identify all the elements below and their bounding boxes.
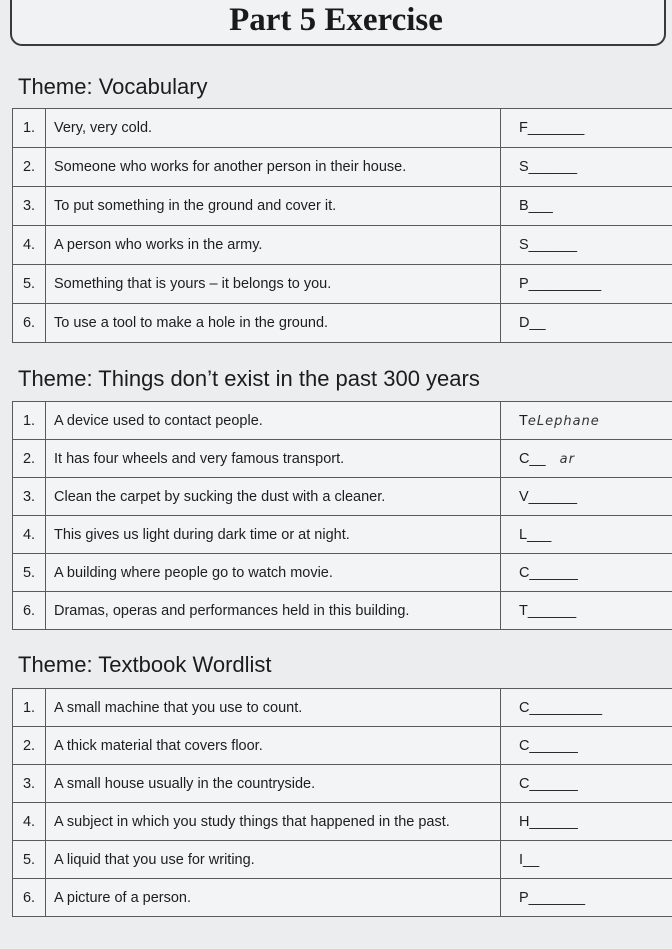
row-clue: A thick material that covers floor. (46, 727, 501, 765)
row-answer[interactable] (501, 226, 672, 265)
row-clue: A building where people go to watch movie. (46, 554, 501, 592)
row-number: 1. (13, 689, 46, 727)
table-row (13, 554, 672, 592)
row-clue: A person who works in the army. (46, 226, 501, 265)
row-answer[interactable] (501, 765, 672, 803)
row-clue: Very, very cold. (46, 109, 501, 148)
answer-blank: T (519, 412, 528, 429)
answer-blank: F_______ (519, 120, 585, 136)
row-clue: A small house usually in the countryside. (46, 765, 501, 803)
row-number: 5. (13, 265, 46, 304)
answer-blank: V______ (519, 488, 578, 505)
table-row (13, 478, 672, 516)
row-number: 2. (13, 148, 46, 187)
row-clue: This gives us light during dark time or at night. (46, 516, 501, 554)
row-clue: To use a tool to make a hole in the ground. (46, 304, 501, 343)
row-number: 3. (13, 187, 46, 226)
answer-blank: H______ (519, 813, 578, 830)
row-clue: Something that is yours – it belongs to you. (46, 265, 501, 304)
row-clue: A liquid that you use for writing. (46, 841, 501, 879)
row-clue: Someone who works for another person in their house. (46, 148, 501, 187)
row-answer[interactable] (501, 440, 672, 478)
row-number: 4. (13, 226, 46, 265)
handwritten-answer: ar (559, 451, 575, 467)
answer-blank: S______ (519, 159, 578, 175)
row-answer[interactable] (501, 148, 672, 187)
table-row (13, 841, 672, 879)
table-row (13, 148, 672, 187)
row-answer[interactable] (501, 879, 672, 917)
row-answer[interactable] (501, 727, 672, 765)
row-clue: It has four wheels and very famous transport. (46, 440, 501, 478)
section-theme-things: Theme: Things don’t exist in the past 300 years (18, 366, 480, 391)
answer-blank: C__ (519, 450, 546, 467)
row-number: 1. (13, 402, 46, 440)
row-answer[interactable] (501, 803, 672, 841)
row-answer[interactable] (501, 402, 672, 440)
handwritten-answer: eLephane (527, 413, 600, 429)
table-row (13, 879, 672, 917)
row-number: 5. (13, 841, 46, 879)
table-row (13, 689, 672, 727)
answer-blank: S______ (519, 237, 578, 253)
row-clue: Dramas, operas and performances held in this building. (46, 592, 501, 630)
row-number: 2. (13, 440, 46, 478)
table-row (13, 187, 672, 226)
table-row (13, 109, 672, 148)
table-row (13, 226, 672, 265)
row-number: 6. (13, 879, 46, 917)
answer-blank: I__ (519, 851, 540, 868)
things-table (12, 401, 672, 630)
row-number: 5. (13, 554, 46, 592)
row-number: 6. (13, 304, 46, 343)
answer-blank: L___ (519, 526, 552, 543)
answer-blank: C______ (519, 775, 578, 792)
row-clue: A subject in which you study things that happened in the past. (46, 803, 501, 841)
answer-blank: C______ (519, 737, 578, 754)
row-clue: A small machine that you use to count. (46, 689, 501, 727)
vocabulary-table (12, 108, 672, 343)
row-answer[interactable] (501, 841, 672, 879)
row-answer[interactable] (501, 516, 672, 554)
table-row (13, 765, 672, 803)
table-row (13, 304, 672, 343)
section-theme-vocabulary: Theme: Vocabulary (18, 74, 208, 99)
row-answer[interactable] (501, 478, 672, 516)
row-clue: A picture of a person. (46, 879, 501, 917)
table-row (13, 803, 672, 841)
wordlist-table (12, 688, 672, 917)
table-row (13, 440, 672, 478)
page-title: Part 5 Exercise (229, 2, 443, 38)
section-theme-wordlist: Theme: Textbook Wordlist (18, 652, 272, 677)
row-number: 6. (13, 592, 46, 630)
row-answer[interactable] (501, 304, 672, 343)
row-answer[interactable] (501, 554, 672, 592)
row-answer[interactable] (501, 592, 672, 630)
answer-blank: C_________ (519, 699, 603, 716)
table-row (13, 402, 672, 440)
answer-blank: P_________ (519, 276, 602, 292)
row-answer[interactable] (501, 109, 672, 148)
table-row (13, 265, 672, 304)
answer-blank: D__ (519, 315, 546, 331)
row-clue: Clean the carpet by sucking the dust with a cleaner. (46, 478, 501, 516)
row-number: 2. (13, 727, 46, 765)
row-number: 1. (13, 109, 46, 148)
row-clue: To put something in the ground and cover it. (46, 187, 501, 226)
table-row (13, 727, 672, 765)
row-answer[interactable] (501, 689, 672, 727)
row-number: 4. (13, 803, 46, 841)
row-clue: A device used to contact people. (46, 402, 501, 440)
answer-blank: T______ (519, 602, 577, 619)
row-answer[interactable] (501, 187, 672, 226)
answer-blank: C______ (519, 564, 578, 581)
row-answer[interactable] (501, 265, 672, 304)
row-number: 4. (13, 516, 46, 554)
table-row (13, 592, 672, 630)
row-number: 3. (13, 765, 46, 803)
row-number: 3. (13, 478, 46, 516)
answer-blank: P_______ (519, 889, 586, 906)
answer-blank: B___ (519, 198, 553, 214)
table-row (13, 516, 672, 554)
